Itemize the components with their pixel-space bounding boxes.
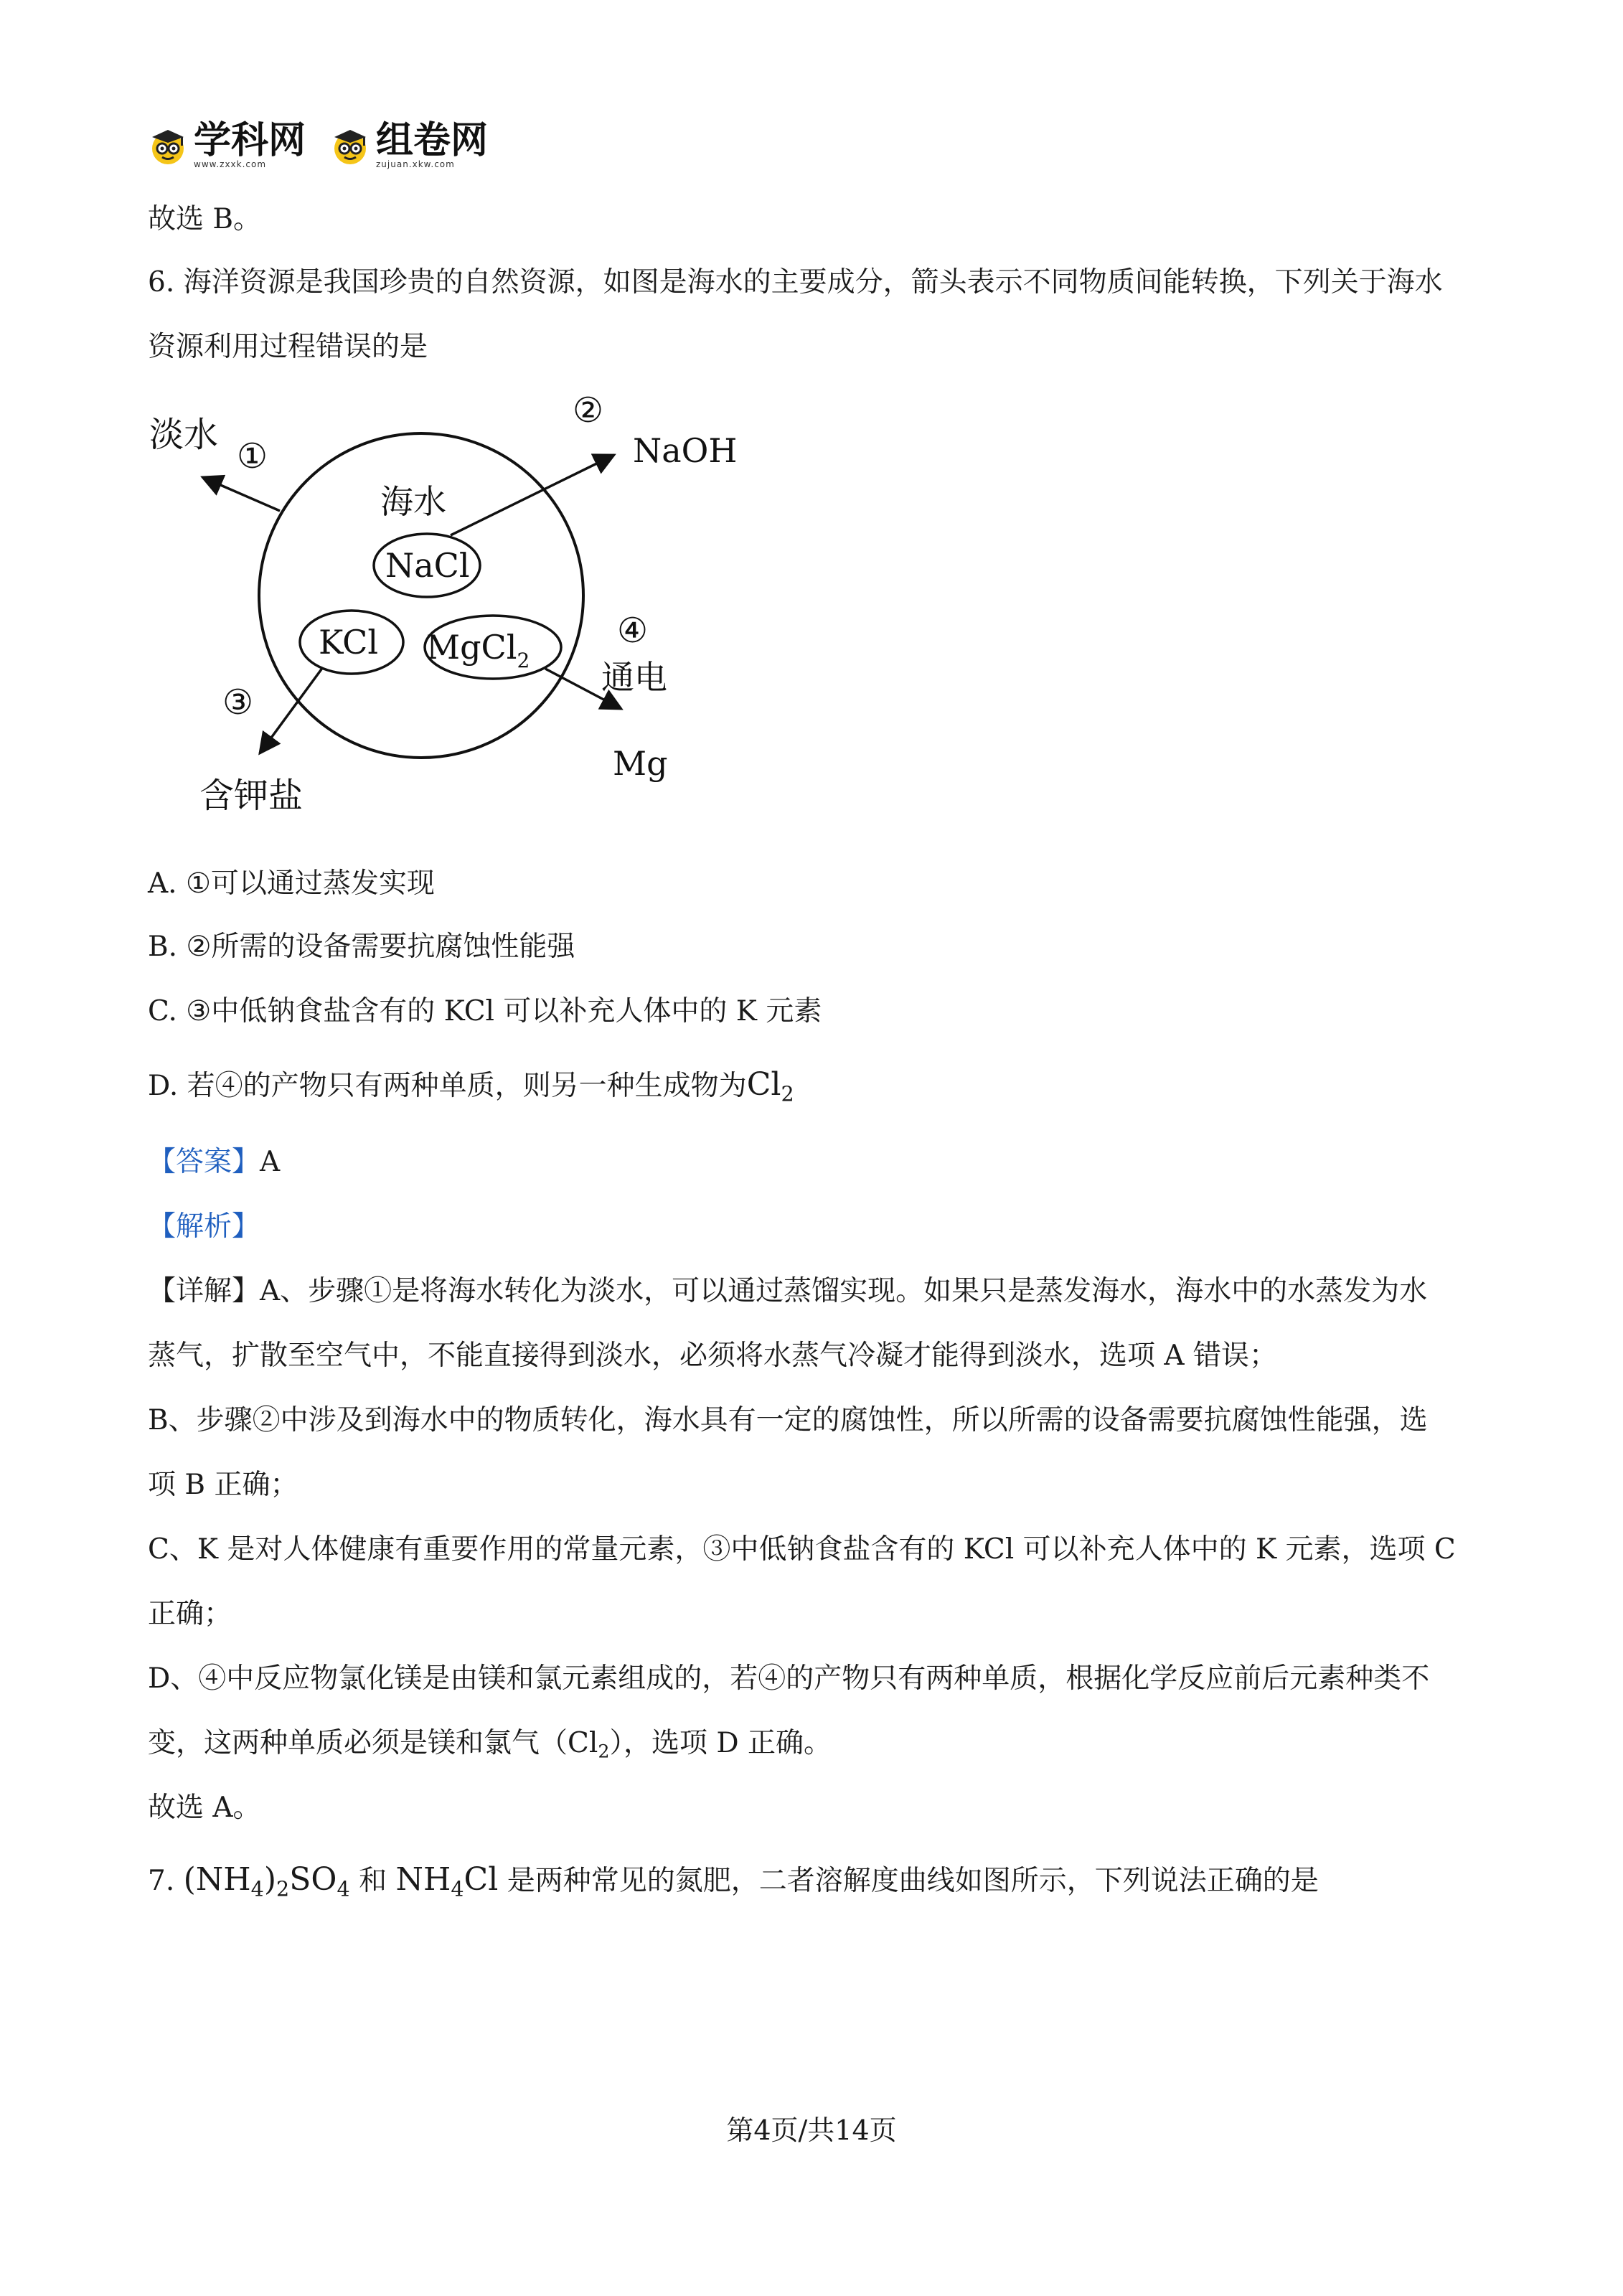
logo-url: zujuan.xkw.com [376, 159, 455, 169]
option-d-formula: $Cl_2$ [746, 1066, 794, 1106]
q7-rest: 是两种常见的氮肥，二者溶解度曲线如图所示，下列说法正确的是 [498, 1865, 1319, 1897]
potassium-salt-label: 含钾盐 [199, 776, 304, 816]
logo-zujuan [329, 119, 489, 169]
analysis-label: 【解析】 [148, 1210, 260, 1243]
detail-line-1: 【详解】A、步骤①是将海水转化为淡水，可以通过蒸馏实现。如果只是蒸发海水，海水中的水蒸发为水 [148, 1275, 1428, 1307]
logo-name: 学科网 [194, 119, 306, 162]
prev-answer: 故选 B。 [148, 203, 262, 235]
step-3-label: ③ [222, 682, 254, 723]
naoh-label: NaOH [633, 431, 738, 470]
option-d [148, 1068, 794, 1104]
nacl-label: NaCl [385, 546, 470, 585]
detail-line-9: 故选 A。 [148, 1792, 261, 1824]
electrify-label: 通电 [601, 658, 667, 697]
mascot-icon [329, 124, 372, 167]
seawater-diagram [136, 387, 753, 839]
kcl-label: KCl [319, 623, 379, 662]
q6-stem-line2: 资源利用过程错误的是 [148, 331, 428, 363]
option-d-text: D. 若④的产物只有两种单质，则另一种生成物为 [148, 1070, 747, 1102]
option-c: C. ③中低钠食盐含有的 KCl 可以补充人体中的 K 元素 [148, 995, 822, 1027]
step-2-label: ② [573, 390, 604, 430]
logo-zxxk [146, 119, 306, 169]
q6-stem-line1: 6. 海洋资源是我国珍贵的自然资源，如图是海水的主要成分，箭头表示不同物质间能转换，下列关于海水 [148, 266, 1443, 298]
mascot-icon [146, 124, 189, 167]
formula-ammonium-sulfate: $(NH_4)_2SO_4$ [183, 1861, 350, 1901]
detail-line-5: C、K 是对人体健康有重要作用的常量元素，③中低钠食盐含有的 KCl 可以补充人体中的 K 元素，选项 C [148, 1533, 1456, 1566]
page-number: 第4页/共14页 [726, 2114, 897, 2146]
step-4-label: ④ [617, 611, 649, 651]
option-a: A. ①可以通过蒸发实现 [148, 867, 435, 900]
q7-number: 7. [148, 1865, 175, 1897]
option-b: B. ②所需的设备需要抗腐蚀性能强 [148, 931, 575, 963]
answer-label: 【答案】 [148, 1146, 260, 1178]
logo-name: 组卷网 [376, 119, 489, 162]
formula-ammonium-chloride: $NH_4Cl$ [395, 1861, 499, 1901]
detail-line-7: D、④中反应物氯化镁是由镁和氯元素组成的，若④的产物只有两种单质，根据化学反应前后元素种类不 [148, 1662, 1430, 1695]
q7-stem: 7. $(NH_4)_2SO_4$ 和 $NH_4Cl$ 是两种常见的氮肥，二者溶解度曲线如图所示，下列说法正确的是 [148, 1861, 1319, 1901]
answer-line [148, 1145, 280, 1180]
detail-line-3: B、步骤②中涉及到海水中的物质转化，海水具有一定的腐蚀性，所以所需的设备需要抗腐蚀性能强，选 [148, 1404, 1428, 1436]
logo-url: www.zxxk.com [194, 159, 267, 169]
answer-value: A [260, 1146, 281, 1178]
detail-line-6: 正确； [148, 1598, 232, 1630]
arrow-naoh [451, 455, 614, 535]
detail-line-4: 项 B 正确； [148, 1469, 298, 1501]
mgcl2-label: MgCl$_2$ [426, 628, 530, 672]
freshwater-label: 淡水 [149, 415, 219, 455]
step-1-label: ① [237, 436, 268, 476]
seawater-label: 海水 [380, 482, 446, 521]
detail-line-8: 变，这两种单质必须是镁和氯气$(Cl_2)$，选项 D 正确。 [148, 1727, 832, 1762]
detail-line-2: 蒸气，扩散至空气中，不能直接得到淡水，必须将水蒸气冷凝才能得到淡水，选项 A 错误； [148, 1340, 1277, 1372]
arrow-freshwater [202, 477, 280, 511]
mg-label: Mg [613, 744, 668, 783]
arrow-potassium-salt [260, 667, 323, 753]
